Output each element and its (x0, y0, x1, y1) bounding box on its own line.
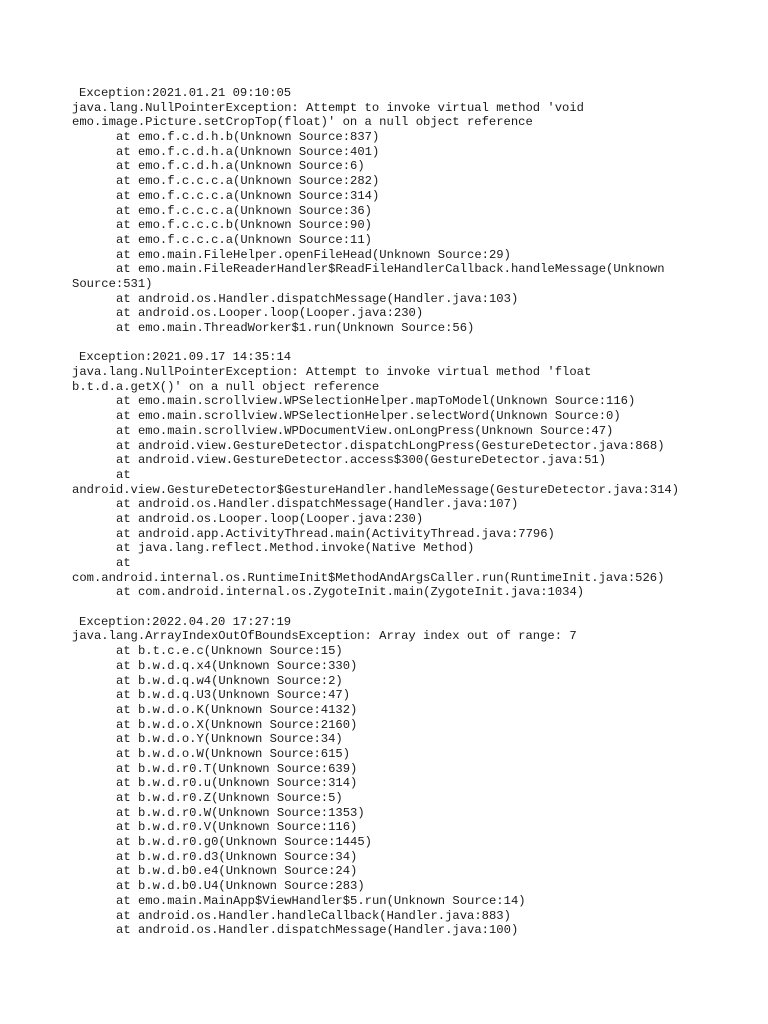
stack-frame: at b.w.d.o.K(Unknown Source:4132) (116, 702, 358, 717)
stack-frame: at b.w.d.q.x4(Unknown Source:330) (116, 658, 358, 673)
stack-frame: at emo.f.c.d.h.b(Unknown Source:837) (116, 130, 380, 145)
exception-block (72, 86, 762, 336)
stack-frame: at android.os.Handler.handleCallback(Handler.java:883) (116, 908, 511, 923)
stack-frame: at b.w.d.o.W(Unknown Source:615) (116, 746, 351, 761)
stack-frame: at emo.f.c.d.h.a(Unknown Source:401) (116, 144, 380, 159)
stack-frame-continuation: com.android.internal.os.RuntimeInit$MethodAndArgsCaller.run(RuntimeInit.java:526) (72, 570, 665, 585)
stack-frame: at emo.f.c.c.c.a(Unknown Source:11) (116, 232, 372, 247)
exception-header: Exception:2021.09.17 14:35:14 (79, 350, 292, 365)
stack-frame: at android.os.Handler.dispatchMessage(Handler.java:103) (116, 291, 519, 306)
stack-frame: at b.t.c.e.c(Unknown Source:15) (116, 644, 343, 659)
stack-frame: at emo.f.c.c.c.a(Unknown Source:314) (116, 188, 380, 203)
stack-frame: at b.w.d.b0.e4(Unknown Source:24) (116, 864, 358, 879)
stack-frame: at b.w.d.r0.u(Unknown Source:314) (116, 776, 358, 791)
stack-frame: at b.w.d.r0.g0(Unknown Source:1445) (116, 835, 372, 850)
stack-frame-continuation: Source:531) (72, 276, 153, 291)
exception-message: emo.image.Picture.setCropTop(float)' on a null object reference (72, 115, 533, 130)
stack-frame: at android.os.Handler.dispatchMessage(Handler.java:100) (116, 923, 519, 938)
stack-frame: at b.w.d.q.U3(Unknown Source:47) (116, 688, 351, 703)
stack-frame: at (116, 556, 131, 570)
stack-frame: at b.w.d.o.Y(Unknown Source:34) (116, 732, 343, 747)
stack-frame: at android.os.Looper.loop(Looper.java:230) (116, 306, 424, 321)
exception-header: Exception:2021.01.21 09:10:05 (79, 86, 292, 100)
stack-frame: at emo.main.MainApp$ViewHandler$5.run(Unknown Source:14) (116, 893, 526, 908)
stack-frame: at b.w.d.r0.d3(Unknown Source:34) (116, 849, 358, 864)
exception-message: b.t.d.a.getX()' on a null object reference (72, 379, 380, 394)
stack-frame: at b.w.d.q.w4(Unknown Source:2) (116, 673, 343, 688)
exception-message: java.lang.ArrayIndexOutOfBoundsException: Array index out of range: 7 (72, 629, 577, 644)
stack-frame: at b.w.d.r0.V(Unknown Source:116) (116, 820, 358, 835)
exception-log (72, 86, 762, 953)
stack-frame: at emo.main.ThreadWorker$1.run(Unknown Source:56) (116, 321, 475, 335)
stack-frame: at emo.f.c.c.c.b(Unknown Source:90) (116, 218, 372, 233)
exception-message: java.lang.NullPointerException: Attempt to invoke virtual method 'void (72, 100, 584, 115)
stack-frame: at emo.f.c.c.c.a(Unknown Source:282) (116, 174, 380, 189)
stack-frame: at emo.main.scrollview.WPDocumentView.onLongPress(Unknown Source:47) (116, 423, 614, 438)
stack-frame: at b.w.d.r0.T(Unknown Source:639) (116, 761, 358, 776)
stack-frame: at emo.main.scrollview.WPSelectionHelper.mapToModel(Unknown Source:116) (116, 394, 636, 409)
stack-frame: at b.w.d.o.X(Unknown Source:2160) (116, 717, 358, 732)
stack-frame: at android.view.GestureDetector.access$300(GestureDetector.java:51) (116, 453, 607, 468)
stack-frame: at b.w.d.r0.Z(Unknown Source:5) (116, 791, 343, 805)
stack-frame: at android.os.Handler.dispatchMessage(Handler.java:107) (116, 497, 519, 512)
stack-frame: at java.lang.reflect.Method.invoke(Native Method) (116, 541, 475, 556)
exception-header: Exception:2022.04.20 17:27:19 (79, 614, 292, 629)
exception-block (72, 350, 762, 600)
stack-frame: at emo.f.c.d.h.a(Unknown Source:6) (116, 159, 365, 174)
stack-frame: at com.android.internal.os.ZygoteInit.main(ZygoteInit.java:1034) (116, 585, 585, 600)
stack-frame: at emo.main.FileHelper.openFileHead(Unknown Source:29) (116, 247, 511, 262)
stack-frame: at android.os.Looper.loop(Looper.java:230) (116, 511, 424, 526)
stack-frame: at emo.f.c.c.c.a(Unknown Source:36) (116, 203, 372, 218)
stack-frame-continuation: android.view.GestureDetector$GestureHandler.handleMessage(GestureDetector.java:314) (72, 482, 680, 497)
stack-frame: at (116, 467, 131, 482)
stack-frame: at b.w.d.b0.U4(Unknown Source:283) (116, 879, 365, 894)
exception-block (72, 615, 762, 938)
stack-frame: at emo.main.scrollview.WPSelectionHelper.selectWord(Unknown Source:0) (116, 409, 621, 424)
exception-message: java.lang.NullPointerException: Attempt to invoke virtual method 'float (72, 365, 592, 380)
stack-frame: at emo.main.FileReaderHandler$ReadFileHandlerCallback.handleMessage(Unknown (116, 262, 665, 277)
stack-frame: at android.view.GestureDetector.dispatchLongPress(GestureDetector.java:868) (116, 438, 665, 453)
stack-frame: at android.app.ActivityThread.main(ActivityThread.java:7796) (116, 526, 555, 541)
stack-frame: at b.w.d.r0.W(Unknown Source:1353) (116, 805, 365, 820)
